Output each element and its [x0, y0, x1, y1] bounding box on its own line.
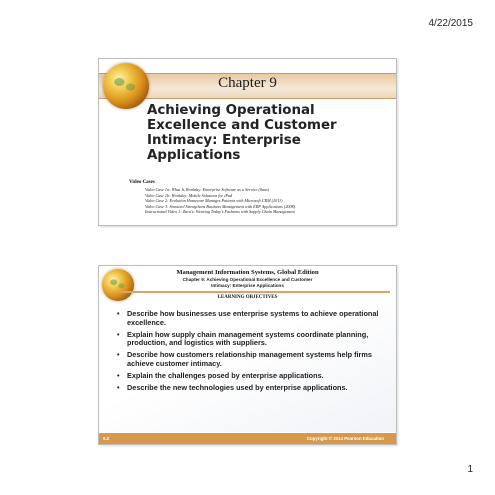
title-line: Intimacy: Enterprise: [147, 133, 301, 148]
slide-thumbnail-2: [98, 265, 397, 445]
video-case-item: Video Case 2: Evolution Homecare Manages Patients with Microsoft CRM (2011): [145, 198, 283, 204]
header-divider: [119, 291, 390, 293]
title-line: Achieving Operational: [147, 103, 315, 118]
slide-header: [99, 269, 396, 288]
title-line: Excellence and Customer: [147, 118, 337, 133]
section-heading: LEARNING OBJECTIVES: [217, 295, 278, 300]
chapter-subtitle-line: Chapter 9: Achieving Operational Excellence and Customer: [182, 277, 313, 282]
objective-item: • Describe the new technologies used by enterprise applications.: [117, 384, 385, 393]
objective-item: • Explain how supply chain management systems coordinate planning, production, and logistics with suppliers.: [117, 331, 385, 348]
page-number: 1: [467, 464, 473, 475]
video-case-item: Video Case 1a: What Is Workday: Enterprise Software as a Service (Saas): [145, 187, 270, 192]
chapter-subtitle-line: Intimacy: Enterprise Applications: [211, 282, 284, 288]
chapter-title: Chapter 9: [218, 75, 277, 91]
objective-item: • Describe how businesses use enterprise systems to achieve operational excellence.: [117, 310, 385, 327]
print-date: 4/22/2015: [428, 18, 473, 29]
video-cases-list: [145, 187, 295, 215]
book-title: Management Information Systems, Global Edition: [176, 269, 319, 276]
slide-thumbnail-1: [98, 58, 397, 226]
copyright-notice: Copyright © 2014 Pearson Education: [306, 436, 384, 441]
slide-number: 9.2: [103, 436, 110, 441]
title-line: Applications: [147, 148, 241, 163]
slide-footer: [99, 433, 396, 444]
learning-objectives-list: [117, 310, 385, 396]
slide-main-title: [147, 103, 392, 163]
video-case-item: Video Case 1b: Workday: Mobile Solutions for iPad: [145, 192, 233, 198]
objective-item: • Describe how customers relationship management systems help firms achieve customer intimacy.: [117, 351, 385, 368]
video-cases-heading: Video Cases: [129, 180, 155, 185]
objective-item: • Explain the challenges posed by enterprise applications.: [117, 372, 385, 381]
video-case-item: Instructional Video 1: Zara’s: Wearing Today’s Fashions with Supply Chain Management: [145, 209, 295, 215]
chapter-subtitle: [99, 277, 396, 288]
video-case-item: Video Case 3: Sinosteel Strengthens Business Management with ERP Applications (2008): [145, 203, 296, 209]
